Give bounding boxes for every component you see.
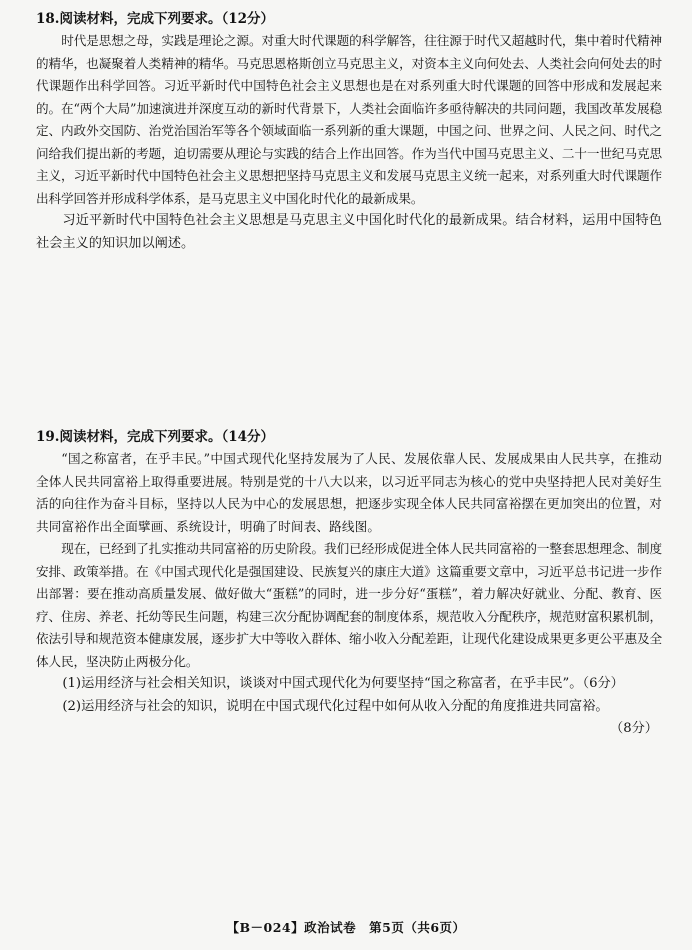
question-18-material: 时代是思想之母，实践是理论之源。对重大时代课题的科学解答，往往源于时代又超越时代，集中着时代精神的精华，也凝聚着人类精神的精华。马克思恩格斯创立马克思主义，对资本主义向何处去、人类社会向何处去的时代课题作出科学回答。习近平新时代中国特色社会主义思想也是在对系列重大时代课题的回答中形成和发展起来的。在“两个大局”加速演进并深度互动的新时代背景下，人类社会面临许多亟待解决的共同问题，我国改革发展稳定、内政外交国防、治党治国治军等各个领域面临一系列新的重大课题，中国之问、世界之问、人民之问、时代之问给我们提出新的考题，迫切需要从理论与实践的结合上作出回答。作为当代中国马克思主义、二十一世纪马克思主义，习近平新时代中国特色社会主义思想把坚持马克思主义和发展马克思主义统一起来，对系列重大时代课题作出科学回答并形成科学体系，是马克思主义中国化时代化的最新成果。 <box>36 33 662 206</box>
question-19-sub-1: (1)运用经济与社会相关知识，谈谈对中国式现代化为何要坚持“国之称富者，在乎丰民”。（6分） <box>62 676 624 691</box>
question-19-sub-2: (2)运用经济与社会的知识，说明在中国式现代化过程中如何从收入分配的角度推进共同富裕。 <box>62 698 609 714</box>
question-19-material-1: “国之称富者，在乎丰民。”中国式现代化坚持发展为了人民、发展依靠人民、发展成果由人民共享，在推动全体人民共同富裕上取得重要进展。特别是党的十八大以来，以习近平同志为核心的党中央坚持把人民对美好生活的向往作为奋斗目标，坚持以人民为中心的发展思想，把逐步实现全体人民共同富裕摆在更加突出的位置，对共同富裕作出全面擘画、系统设计，明确了时间表、路线图。 <box>36 451 662 534</box>
question-19-material-2: 现在，已经到了扎实推动共同富裕的历史阶段。我们已经形成促进全体人民共同富裕的一整套思想理念、制度安排、政策举措。在《中国式现代化是强国建设、民族复兴的康庄大道》这篇重要文章中，习近平总书记进一步作出部署：要在推动高质量发展、做好做大“蛋糕”的同时，进一步分好“蛋糕”，着力解决好就业、分配、教育、医疗、住房、养老、托幼等民生问题，构建三次分配协调配套的制度体系，规范收入分配秩序，规范财富积累机制，依法引导和规范资本健康发展，逐步扩大中等收入群体、缩小收入分配差距，让现代化建设成果更多更公平惠及全体人民，坚决防止两极分化。 <box>36 541 662 669</box>
question-18 <box>36 8 662 255</box>
question-19-sub-2-points: （8分） <box>610 721 658 736</box>
question-19-title: 19.阅读材料，完成下列要求。（14分） <box>36 429 275 445</box>
question-19 <box>36 426 662 741</box>
question-18-prompt: 习近平新时代中国特色社会主义思想是马克思主义中国化时代化的最新成果。结合材料，运用中国特色社会主义的知识加以阐述。 <box>36 213 662 251</box>
question-18-title: 18.阅读材料，完成下列要求。（12分） <box>36 11 275 27</box>
page-footer: 【B－024】政治试卷 第5页（共6页） <box>226 920 466 935</box>
